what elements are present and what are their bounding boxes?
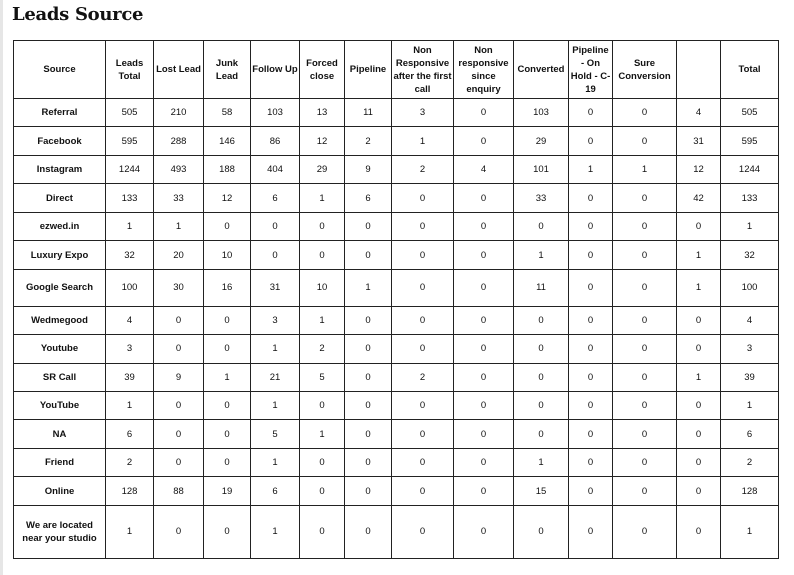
value-cell: 0 xyxy=(154,306,204,334)
value-cell: 0 xyxy=(613,306,677,334)
value-cell: 0 xyxy=(454,306,514,334)
value-cell: 0 xyxy=(613,127,677,155)
source-cell: Direct xyxy=(14,184,106,212)
column-header: Non responsive since enquiry xyxy=(454,41,514,99)
value-cell: 1 xyxy=(392,127,454,155)
value-cell: 16 xyxy=(204,269,251,306)
value-cell: 0 xyxy=(514,391,569,419)
source-cell: We are located near your studio xyxy=(14,505,106,558)
source-cell: Wedmegood xyxy=(14,306,106,334)
left-edge-bar xyxy=(0,0,3,575)
column-header: Total xyxy=(721,41,779,99)
table-row xyxy=(14,99,779,127)
value-cell: 0 xyxy=(204,335,251,363)
value-cell: 0 xyxy=(677,335,721,363)
value-cell: 1 xyxy=(251,505,300,558)
value-cell: 0 xyxy=(454,241,514,269)
value-cell: 0 xyxy=(613,241,677,269)
column-header: Pipeline - On Hold - C-19 xyxy=(569,41,613,99)
value-cell: 100 xyxy=(106,269,154,306)
value-cell: 0 xyxy=(300,241,345,269)
value-cell: 0 xyxy=(454,184,514,212)
value-cell: 0 xyxy=(392,269,454,306)
value-cell: 0 xyxy=(569,448,613,476)
value-cell: 0 xyxy=(392,477,454,505)
value-cell: 0 xyxy=(514,335,569,363)
value-cell: 0 xyxy=(204,306,251,334)
value-cell: 0 xyxy=(345,505,392,558)
value-cell: 31 xyxy=(677,127,721,155)
value-cell: 0 xyxy=(454,391,514,419)
value-cell: 2 xyxy=(392,155,454,183)
value-cell: 0 xyxy=(204,448,251,476)
value-cell: 0 xyxy=(454,99,514,127)
value-cell: 0 xyxy=(345,212,392,240)
source-cell: Facebook xyxy=(14,127,106,155)
source-cell: NA xyxy=(14,420,106,448)
value-cell: 2 xyxy=(300,335,345,363)
source-cell: Referral xyxy=(14,99,106,127)
value-cell: 0 xyxy=(392,505,454,558)
table-row xyxy=(14,184,779,212)
value-cell: 0 xyxy=(204,505,251,558)
value-cell: 42 xyxy=(677,184,721,212)
value-cell: 103 xyxy=(514,99,569,127)
value-cell: 0 xyxy=(569,212,613,240)
value-cell: 0 xyxy=(613,505,677,558)
value-cell: 0 xyxy=(392,212,454,240)
value-cell: 0 xyxy=(613,391,677,419)
value-cell: 0 xyxy=(514,212,569,240)
table-row xyxy=(14,335,779,363)
value-cell: 0 xyxy=(677,505,721,558)
value-cell: 595 xyxy=(721,127,779,155)
value-cell: 404 xyxy=(251,155,300,183)
value-cell: 0 xyxy=(514,505,569,558)
value-cell: 0 xyxy=(345,448,392,476)
value-cell: 0 xyxy=(204,391,251,419)
value-cell: 1 xyxy=(677,363,721,391)
value-cell: 1 xyxy=(251,391,300,419)
value-cell: 0 xyxy=(154,391,204,419)
value-cell: 32 xyxy=(721,241,779,269)
table-row xyxy=(14,269,779,306)
value-cell: 0 xyxy=(613,99,677,127)
value-cell: 4 xyxy=(721,306,779,334)
value-cell: 1 xyxy=(345,269,392,306)
value-cell: 0 xyxy=(251,241,300,269)
value-cell: 0 xyxy=(300,505,345,558)
value-cell: 1 xyxy=(613,155,677,183)
value-cell: 19 xyxy=(204,477,251,505)
value-cell: 1 xyxy=(300,420,345,448)
value-cell: 6 xyxy=(251,477,300,505)
table-row xyxy=(14,420,779,448)
source-cell: Friend xyxy=(14,448,106,476)
value-cell: 10 xyxy=(204,241,251,269)
value-cell: 103 xyxy=(251,99,300,127)
value-cell: 0 xyxy=(514,306,569,334)
value-cell: 0 xyxy=(454,269,514,306)
value-cell: 0 xyxy=(392,241,454,269)
value-cell: 0 xyxy=(300,212,345,240)
value-cell: 0 xyxy=(569,269,613,306)
value-cell: 1 xyxy=(677,269,721,306)
leads-source-table xyxy=(13,40,779,559)
value-cell: 9 xyxy=(345,155,392,183)
source-cell: Instagram xyxy=(14,155,106,183)
value-cell: 0 xyxy=(454,420,514,448)
value-cell: 0 xyxy=(345,420,392,448)
column-header: Junk Lead xyxy=(204,41,251,99)
column-header: Non Responsive after the first call xyxy=(392,41,454,99)
value-cell: 30 xyxy=(154,269,204,306)
value-cell: 6 xyxy=(345,184,392,212)
value-cell: 12 xyxy=(677,155,721,183)
value-cell: 1 xyxy=(300,306,345,334)
value-cell: 0 xyxy=(345,335,392,363)
value-cell: 0 xyxy=(613,212,677,240)
value-cell: 1 xyxy=(154,212,204,240)
value-cell: 1 xyxy=(677,241,721,269)
value-cell: 29 xyxy=(300,155,345,183)
column-header: Converted xyxy=(514,41,569,99)
value-cell: 0 xyxy=(454,127,514,155)
value-cell: 3 xyxy=(251,306,300,334)
table-row xyxy=(14,363,779,391)
value-cell: 39 xyxy=(721,363,779,391)
value-cell: 33 xyxy=(514,184,569,212)
value-cell: 20 xyxy=(154,241,204,269)
value-cell: 0 xyxy=(392,335,454,363)
value-cell: 6 xyxy=(721,420,779,448)
table-row xyxy=(14,306,779,334)
value-cell: 6 xyxy=(106,420,154,448)
value-cell: 0 xyxy=(300,448,345,476)
value-cell: 0 xyxy=(204,420,251,448)
table-row xyxy=(14,391,779,419)
source-cell: YouTube xyxy=(14,391,106,419)
value-cell: 1 xyxy=(106,212,154,240)
value-cell: 1 xyxy=(106,505,154,558)
value-cell: 0 xyxy=(454,363,514,391)
value-cell: 0 xyxy=(154,505,204,558)
value-cell: 0 xyxy=(251,212,300,240)
value-cell: 6 xyxy=(251,184,300,212)
value-cell: 1 xyxy=(106,391,154,419)
value-cell: 100 xyxy=(721,269,779,306)
value-cell: 0 xyxy=(514,420,569,448)
value-cell: 0 xyxy=(569,127,613,155)
value-cell: 1 xyxy=(300,184,345,212)
value-cell: 2 xyxy=(106,448,154,476)
value-cell: 0 xyxy=(454,505,514,558)
column-header: Leads Total xyxy=(106,41,154,99)
value-cell: 1 xyxy=(721,391,779,419)
value-cell: 4 xyxy=(454,155,514,183)
value-cell: 0 xyxy=(677,306,721,334)
value-cell: 1 xyxy=(721,212,779,240)
table-row xyxy=(14,241,779,269)
value-cell: 188 xyxy=(204,155,251,183)
value-cell: 128 xyxy=(106,477,154,505)
value-cell: 2 xyxy=(345,127,392,155)
value-cell: 493 xyxy=(154,155,204,183)
column-header: Source xyxy=(14,41,106,99)
value-cell: 0 xyxy=(454,335,514,363)
value-cell: 0 xyxy=(392,420,454,448)
value-cell: 0 xyxy=(392,391,454,419)
value-cell: 0 xyxy=(345,306,392,334)
value-cell: 5 xyxy=(251,420,300,448)
value-cell: 1 xyxy=(569,155,613,183)
value-cell: 11 xyxy=(514,269,569,306)
value-cell: 0 xyxy=(454,477,514,505)
value-cell: 5 xyxy=(300,363,345,391)
source-cell: SR Call xyxy=(14,363,106,391)
value-cell: 0 xyxy=(677,420,721,448)
column-header xyxy=(677,41,721,99)
source-cell: ezwed.in xyxy=(14,212,106,240)
value-cell: 505 xyxy=(106,99,154,127)
source-cell: Youtube xyxy=(14,335,106,363)
value-cell: 505 xyxy=(721,99,779,127)
value-cell: 3 xyxy=(392,99,454,127)
value-cell: 0 xyxy=(345,391,392,419)
value-cell: 0 xyxy=(392,306,454,334)
table-row xyxy=(14,155,779,183)
value-cell: 0 xyxy=(154,420,204,448)
value-cell: 0 xyxy=(677,477,721,505)
table-header-row xyxy=(14,41,779,99)
value-cell: 0 xyxy=(613,477,677,505)
value-cell: 0 xyxy=(345,241,392,269)
source-cell: Online xyxy=(14,477,106,505)
value-cell: 0 xyxy=(569,241,613,269)
value-cell: 4 xyxy=(106,306,154,334)
value-cell: 1 xyxy=(251,335,300,363)
value-cell: 128 xyxy=(721,477,779,505)
table-row xyxy=(14,505,779,558)
value-cell: 13 xyxy=(300,99,345,127)
value-cell: 0 xyxy=(154,335,204,363)
value-cell: 0 xyxy=(345,477,392,505)
value-cell: 12 xyxy=(300,127,345,155)
column-header: Pipeline xyxy=(345,41,392,99)
value-cell: 1 xyxy=(204,363,251,391)
value-cell: 0 xyxy=(613,269,677,306)
table-row xyxy=(14,127,779,155)
value-cell: 0 xyxy=(204,212,251,240)
value-cell: 0 xyxy=(569,335,613,363)
value-cell: 58 xyxy=(204,99,251,127)
value-cell: 0 xyxy=(569,420,613,448)
value-cell: 0 xyxy=(569,99,613,127)
value-cell: 0 xyxy=(677,448,721,476)
value-cell: 3 xyxy=(106,335,154,363)
value-cell: 4 xyxy=(677,99,721,127)
value-cell: 11 xyxy=(345,99,392,127)
value-cell: 0 xyxy=(569,363,613,391)
table-body xyxy=(14,99,779,559)
value-cell: 210 xyxy=(154,99,204,127)
value-cell: 0 xyxy=(569,306,613,334)
value-cell: 88 xyxy=(154,477,204,505)
value-cell: 2 xyxy=(392,363,454,391)
value-cell: 0 xyxy=(613,335,677,363)
table-row xyxy=(14,448,779,476)
value-cell: 0 xyxy=(677,212,721,240)
value-cell: 0 xyxy=(569,184,613,212)
value-cell: 1244 xyxy=(721,155,779,183)
table-row xyxy=(14,477,779,505)
value-cell: 0 xyxy=(613,184,677,212)
value-cell: 595 xyxy=(106,127,154,155)
value-cell: 1244 xyxy=(106,155,154,183)
value-cell: 0 xyxy=(569,477,613,505)
value-cell: 0 xyxy=(454,212,514,240)
value-cell: 1 xyxy=(514,241,569,269)
value-cell: 1 xyxy=(721,505,779,558)
value-cell: 86 xyxy=(251,127,300,155)
value-cell: 1 xyxy=(251,448,300,476)
value-cell: 10 xyxy=(300,269,345,306)
value-cell: 1 xyxy=(514,448,569,476)
value-cell: 12 xyxy=(204,184,251,212)
value-cell: 133 xyxy=(106,184,154,212)
value-cell: 31 xyxy=(251,269,300,306)
value-cell: 0 xyxy=(454,448,514,476)
value-cell: 101 xyxy=(514,155,569,183)
value-cell: 0 xyxy=(613,420,677,448)
source-cell: Luxury Expo xyxy=(14,241,106,269)
column-header: Follow Up xyxy=(251,41,300,99)
value-cell: 15 xyxy=(514,477,569,505)
value-cell: 0 xyxy=(569,391,613,419)
source-cell: Google Search xyxy=(14,269,106,306)
value-cell: 0 xyxy=(300,391,345,419)
value-cell: 21 xyxy=(251,363,300,391)
column-header: Sure Conversion xyxy=(613,41,677,99)
page-title: Leads Source xyxy=(12,4,144,25)
value-cell: 0 xyxy=(392,184,454,212)
value-cell: 0 xyxy=(613,363,677,391)
value-cell: 29 xyxy=(514,127,569,155)
value-cell: 0 xyxy=(514,363,569,391)
value-cell: 0 xyxy=(613,448,677,476)
value-cell: 0 xyxy=(392,448,454,476)
column-header: Lost Lead xyxy=(154,41,204,99)
value-cell: 133 xyxy=(721,184,779,212)
value-cell: 2 xyxy=(721,448,779,476)
value-cell: 0 xyxy=(154,448,204,476)
column-header: Forced close xyxy=(300,41,345,99)
value-cell: 33 xyxy=(154,184,204,212)
value-cell: 0 xyxy=(569,505,613,558)
value-cell: 0 xyxy=(345,363,392,391)
value-cell: 3 xyxy=(721,335,779,363)
value-cell: 32 xyxy=(106,241,154,269)
value-cell: 0 xyxy=(677,391,721,419)
value-cell: 288 xyxy=(154,127,204,155)
table-row xyxy=(14,212,779,240)
value-cell: 0 xyxy=(300,477,345,505)
value-cell: 9 xyxy=(154,363,204,391)
value-cell: 39 xyxy=(106,363,154,391)
value-cell: 146 xyxy=(204,127,251,155)
